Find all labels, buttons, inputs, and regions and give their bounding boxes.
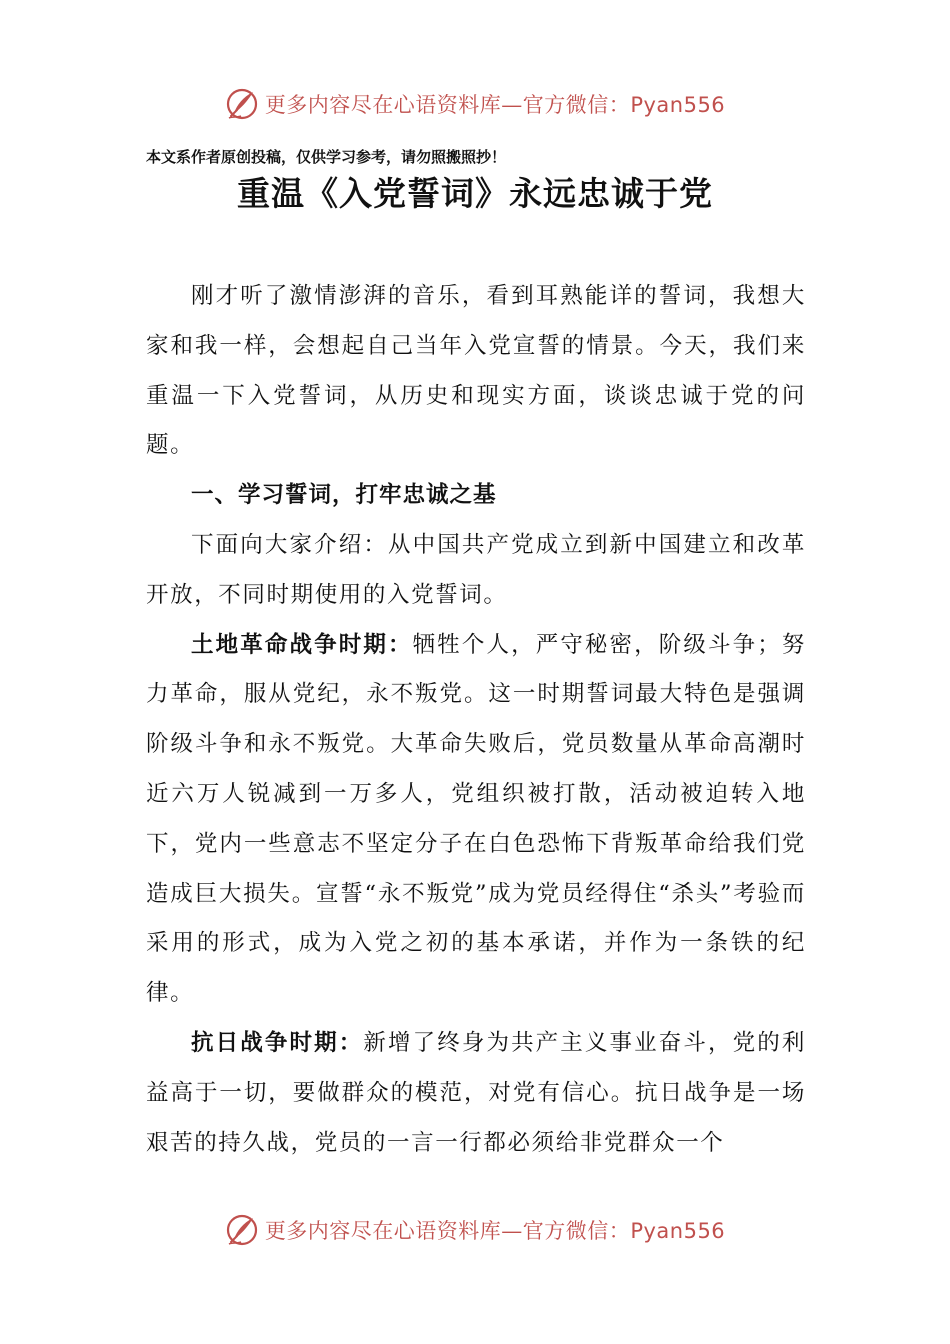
quill-pen-logo-icon [225, 87, 259, 121]
section-heading-1: 一、学习誓词，打牢忠诚之基 [191, 482, 497, 509]
footer-banner [0, 1210, 950, 1250]
period-label-land-revolution: 土地革命战争时期： [191, 631, 413, 658]
copyright-notice: 本文系作者原创投稿，仅供学习参考，请勿照搬照抄！ [146, 148, 507, 166]
header-banner [0, 84, 950, 124]
period-text-land-revolution: 牺牲个人，严守秘密，阶级斗争；努力革命，服从党纪，永不叛党。这一时期誓词最大特色是强调阶级斗争和永不叛党。大革命失败后，党员数量从革命高潮时近六万人锐减到一万多人，党组织被打散，活动被迫转入地下，党内一些意志不坚定分子在白色恐怖下背叛革命给我们党造成巨大损失。宣誓“永不叛党”成为党员经得住“杀头”考验而采用的形式，成为入党之初的基本承诺，并作为一条铁的纪律。 [146, 631, 806, 1007]
quill-pen-logo-icon [225, 1213, 259, 1247]
paragraph-land-revolution [146, 621, 806, 1019]
wechat-id: Pyan556 [630, 1219, 726, 1243]
period-label-anti-japanese-war: 抗日战争时期： [191, 1029, 364, 1056]
period-text-anti-japanese-war: 新增了终身为共产主义事业奋斗，党的利益高于一切，要做群众的模范，对党有信心。抗日战争是一场艰苦的持久战，党员的一言一行都必须给非党群众一个 [146, 1029, 806, 1156]
banner-text: 更多内容尽在心语资料库—官方微信：Pyan556 [264, 93, 726, 117]
banner-text: 更多内容尽在心语资料库—官方微信：Pyan556 [264, 1219, 726, 1243]
document-title: 重温《入党誓词》永远忠诚于党 [237, 174, 713, 213]
document-body [146, 272, 806, 1168]
paragraph-anti-japanese-war [146, 1019, 806, 1168]
wechat-id: Pyan556 [630, 93, 726, 117]
paragraph-intro: 刚才听了激情澎湃的音乐，看到耳熟能详的誓词，我想大家和我一样，会想起自己当年入党宣誓的情景。今天，我们来重温一下入党誓词，从历史和现实方面，谈谈忠诚于党的问题。 [146, 283, 806, 459]
paragraph-oath-overview: 下面向大家介绍：从中国共产党成立到新中国建立和改革开放，不同时期使用的入党誓词。 [146, 531, 806, 608]
